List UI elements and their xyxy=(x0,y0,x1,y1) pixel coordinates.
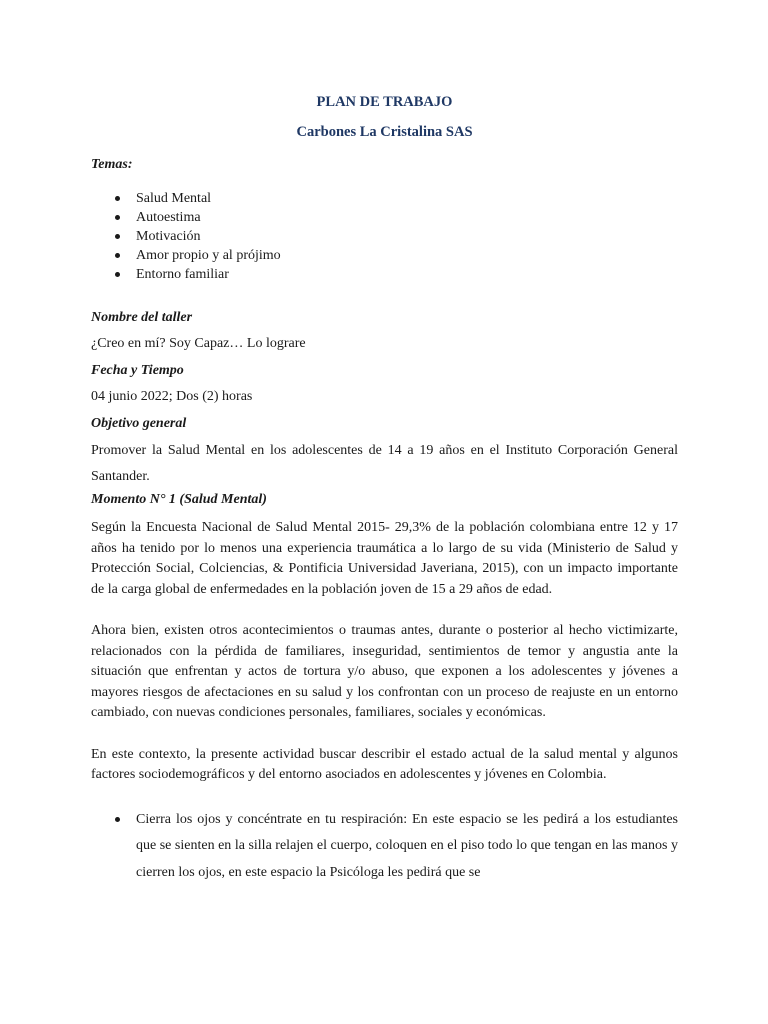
list-item: Salud Mental xyxy=(136,189,678,208)
objetivo-text: Promover la Salud Mental en los adolescentes de 14 a 19 años en el Instituto Corporación General Santander. xyxy=(91,443,678,484)
temas-heading: Temas: xyxy=(91,157,133,172)
topics-list xyxy=(91,189,678,284)
momento-paragraph-2: Ahora bien, existen otros acontecimientos o traumas antes, durante o posterior al hecho victimizarte, relacionados con la pérdida de familiares, inseguridad, sentimientos de temor y angustia ante la situación que enfrentan y actos de tortura y/o abuso, que exponen a los adolescentes y jóvenes a mayores riesgos de afectaciones en su salud y los confrontan con un proceso de reajuste en un entorno cambiado, con nuevas condiciones personales, familiares, sociales y económicas. xyxy=(91,623,678,720)
momento-paragraph-3: En este contexto, la presente actividad buscar describir el estado actual de la salud mental y algunos factores sociodemográficos y del entorno asociados en adolescentes y jóvenes en Colombia. xyxy=(91,746,678,782)
list-item: Motivación xyxy=(136,227,678,246)
objetivo-heading: Objetivo general xyxy=(91,416,187,431)
activities-list xyxy=(91,807,678,887)
company-name: Carbones La Cristalina SAS xyxy=(296,124,473,140)
taller-value: ¿Creo en mí? Soy Capaz… Lo lograre xyxy=(91,336,306,351)
list-item: Entorno familiar xyxy=(136,265,678,284)
list-item: Amor propio y al prójimo xyxy=(136,246,678,265)
taller-heading: Nombre del taller xyxy=(91,310,193,325)
fecha-heading: Fecha y Tiempo xyxy=(91,363,184,378)
fecha-value: 04 junio 2022; Dos (2) horas xyxy=(91,389,253,404)
document-title: PLAN DE TRABAJO xyxy=(316,94,453,110)
activity-item: Cierra los ojos y concéntrate en tu respiración: En este espacio se les pedirá a los estudiantes que se sienten en la silla relajen el cuerpo, coloquen en el piso todo lo que tengan en las manos y cierren los ojos, en este espacio la Psicóloga les pedirá que se xyxy=(136,807,678,887)
momento-paragraph-1: Según la Encuesta Nacional de Salud Mental 2015- 29,3% de la población colombiana entre 12 y 17 años ha tenido por lo menos una experiencia traumática a lo largo de su vida (Ministerio de Salud y Protección Social, Colciencias, & Pontificia Universidad Javeriana, 2015), con un impacto importante de la carga global de enfermedades en la población joven de 15 a 29 años de edad. xyxy=(91,520,678,597)
list-item: Autoestima xyxy=(136,208,678,227)
momento-heading: Momento N° 1 (Salud Mental) xyxy=(91,492,267,507)
